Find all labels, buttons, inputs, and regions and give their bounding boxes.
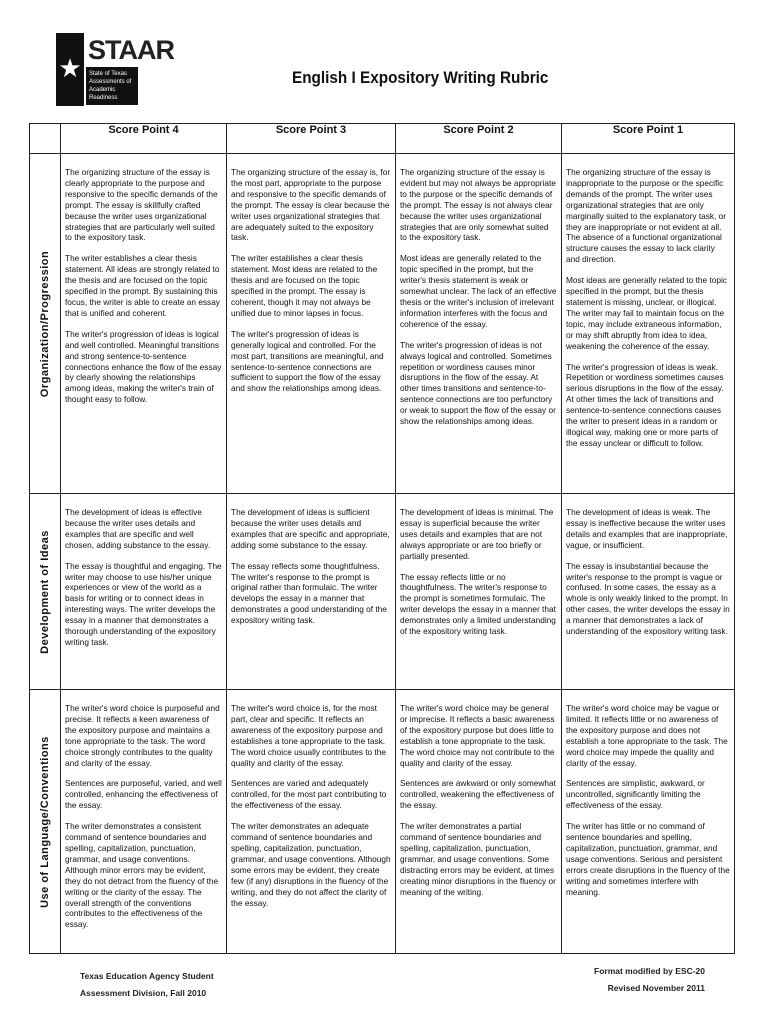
cell-lang-score-4 [61, 690, 227, 954]
cell-paragraph: Sentences are purposeful, varied, and well controlled, enhancing the effectiveness of the essay. [65, 778, 222, 811]
cell-paragraph: Most ideas are generally related to the topic specified in the prompt, but the thesis statement is missing, unclear, or illogical. The writer may fail to maintain focus on the topic, may include extraneous information, or may shift abruptly from idea to idea, weakening the coherence of the essay. [566, 275, 727, 351]
cell-org-score-1 [562, 154, 735, 494]
cell-lang-score-3 [227, 690, 396, 954]
cell-paragraph: The writer's progression of ideas is logical and well controlled. Meaningful transitions and strong sentence-to-sentence connections enhance the flow of the essay by clearly showing the relationships among ideas, making the writer's train of thought easy to follow. [65, 328, 222, 405]
row-development [30, 494, 735, 690]
row-label: Development of Ideas [39, 529, 51, 654]
cell-paragraph: The writer establishes a clear thesis statement. Most ideas are related to the thesis and are focused on the topic specified in the prompt. The essay is coherent, though it may not always be unified due to minor lapses in focus. [231, 253, 378, 318]
cell-dev-score-1 [562, 494, 735, 690]
cell-org-score-4 [61, 154, 227, 494]
cell-dev-score-2 [396, 494, 562, 690]
cell-paragraph: The organizing structure of the essay is clearly appropriate to the purpose and responsive to the specific demands of the prompt. The essay is skillfully crafted because the writer uses organizational strategies that are particularly well suited to the expository task. [65, 167, 218, 243]
cell-paragraph: The essay is thoughtful and engaging. The writer may choose to use his/her unique experiences or view of the world as a basis for writing or to connect ideas in interesting ways. The writer develops the essay in a manner that demonstrates a thorough understanding of the expository writing task. [65, 560, 222, 647]
cell-paragraph: The organizing structure of the essay is evident but may not always be appropriate to the purpose or the specific demands of the prompt. The essay is not always clear because the writer uses organizational strategies that are only somewhat suited to the expository task. [400, 167, 556, 243]
cell-org-score-2 [396, 154, 562, 494]
cell-paragraph: The development of ideas is minimal. The essay is superficial because the writer uses details and examples that are not always appropriate or are too briefly or partially presented. [400, 507, 554, 561]
cell-paragraph: The essay reflects some thoughtfulness. The writer's response to the prompt is original rather than formulaic. The writer develops the essay in a manner that demonstrates a good understanding of the expository writing task. [231, 560, 387, 626]
logo-text: STAAR [88, 35, 174, 65]
cell-paragraph: The writer demonstrates an adequate command of sentence boundaries and spelling, capitalization, punctuation, grammar, and usage conventions. Although some errors may be evident, they create few (if any) disruptions in the fluency of the writing, and they do not affect the clarity of the essay. [231, 821, 391, 908]
footer-revised: Revised November 2011 [607, 983, 705, 993]
row-organization [30, 154, 735, 494]
cell-paragraph: The organizing structure of the essay is inappropriate to the purpose or the specific demands of the prompt. The writer uses organizational strategies that are only marginally suited to the explanatory task, or they are inappropriate or not evident at all. The absence of a functional organizational structure causes the essay to lack clarity and direction. [566, 167, 727, 265]
header-score-3: Score Point 3 [227, 124, 396, 154]
header-score-4: Score Point 4 [61, 124, 227, 154]
star-icon: ★ [58, 53, 82, 83]
cell-paragraph: The development of ideas is weak. The essay is ineffective because the writer uses details and examples that are inappropriate, vague, or insufficient. [566, 507, 728, 550]
row-language [30, 690, 735, 954]
cell-paragraph: The essay is insubstantial because the writer's response to the prompt is vague or confused. In some cases, the essay as a whole is only weakly linked to the prompt. In other cases, the writer develops the essay in a manner that demonstrates a lack of understanding of the expository writing task. [566, 560, 730, 637]
cell-paragraph: The writer demonstrates a consistent command of sentence boundaries and spelling, capitalization, punctuation, grammar, and usage conventions. Although minor errors may be evident, they do not detract from the fluency of the writing or the clarity of the essay. The overall strength of the conventions contributes to the effectiveness of the essay. [65, 821, 219, 930]
cell-paragraph: The writer's word choice may be general or imprecise. It reflects a basic awareness of the expository purpose but does little to establish a tone appropriate to the task. The word choice may not contribute to the quality and clarity of the essay. [400, 703, 555, 768]
cell-paragraph: Sentences are awkward or only somewhat controlled, weakening the effectiveness of the essay. [400, 778, 556, 811]
row-label-cell [30, 690, 61, 954]
cell-paragraph: The writer's word choice is, for the most part, clear and specific. It reflects an awareness of the expository purpose and establishes a tone appropriate to the task. The word choice usually contributes to the quality and clarity of the essay. [231, 703, 386, 768]
footer-right [594, 963, 705, 997]
cell-paragraph: The development of ideas is effective because the writer uses details and examples that are specific and well chosen, adding substance to the essay. [65, 507, 211, 550]
cell-paragraph: The organizing structure of the essay is, for the most part, appropriate to the purpose and responsive to the specific demands of the prompt. The essay is clear because the writer uses organizational strategies that are adequately suited to the expository task. [231, 167, 391, 243]
corner-cell [30, 124, 61, 154]
header-score-2: Score Point 2 [396, 124, 562, 154]
cell-paragraph: The writer's progression of ideas is not always logical and controlled. Sometimes repetition or wordiness causes minor disruptions in the flow of the essay. At other times transitions and sentence-to-sentence connections are too perfunctory or weak to support the flow of the essay or show the relationships among ideas. [400, 339, 556, 427]
footer-agency: Texas Education Agency Student [80, 971, 214, 981]
row-label-cell [30, 154, 61, 494]
cell-dev-score-4 [61, 494, 227, 690]
row-label: Organization/Progression [39, 250, 51, 397]
header-score-1: Score Point 1 [562, 124, 735, 154]
footer-left [80, 968, 214, 1002]
page-title: English I Expository Writing Rubric [292, 68, 549, 87]
footer-format-note: Format modified by ESC-20 [594, 966, 705, 976]
cell-lang-score-1 [562, 690, 735, 954]
cell-paragraph: The writer's progression of ideas is weak. Repetition or wordiness sometimes causes serious disruptions in the flow of the essay. At other times the lack of transitions and sentence-to-sentence connections causes the writer to present ideas in a random or illogical way, making one or more parts of the essay unclear or difficult to follow. [566, 361, 724, 448]
header-row [30, 124, 735, 154]
cell-paragraph: The writer's word choice is purposeful and precise. It reflects a keen awareness of the expository purpose and maintains a tone appropriate to the task. The word choice strongly contributes to the quality and clarity of the essay. [65, 703, 220, 768]
logo-black-bar [56, 33, 84, 106]
cell-paragraph: The writer establishes a clear thesis statement. All ideas are strongly related to the thesis and are focused on the topic specified in the prompt. By sustaining this focus, the writer is able to create an essay that is unified and coherent. [65, 253, 220, 318]
cell-paragraph: The writer demonstrates a partial command of sentence boundaries and spelling, capitalization, punctuation, grammar, and usage conventions. Some distracting errors may be evident, at times creating minor disruptions in the fluency or meaning of the writing. [400, 821, 556, 897]
cell-paragraph: Sentences are varied and adequately controlled, for the most part contributing to the effectiveness of the essay. [231, 778, 387, 811]
footer-division: Assessment Division, Fall 2010 [80, 988, 207, 998]
cell-paragraph: The writer's progression of ideas is generally logical and controlled. For the most part, transitions are meaningful, and sentence-to-sentence connections are sufficient to support the flow of the essay and show the relationships among ideas. [231, 328, 384, 394]
cell-paragraph: Sentences are simplistic, awkward, or uncontrolled, significantly limiting the effectiveness of the essay. [566, 778, 705, 811]
cell-paragraph: The writer's word choice may be vague or limited. It reflects little or no awareness of the expository purpose and does not establish a tone appropriate to the task. The word choice may impede the quality and clarity of the essay. [566, 703, 728, 768]
staar-logo [56, 33, 174, 106]
row-label-cell [30, 494, 61, 690]
logo-tagline: State of Texas Assessments of Academic Readiness [86, 67, 138, 105]
cell-dev-score-3 [227, 494, 396, 690]
cell-paragraph: Most ideas are generally related to the topic specified in the prompt, but the writer's thesis statement is weak or somewhat unclear. The lack of an effective thesis or the writer's inclusion of irrelevant information interferes with the focus and coherence of the essay. [400, 253, 557, 329]
row-label: Use of Language/Conventions [39, 735, 51, 908]
cell-paragraph: The writer has little or no command of sentence boundaries and spelling, capitalization, punctuation, grammar, and usage conventions. Serious and persistent errors create disruptions in the fluency of the writing and sometimes interfere with meaning. [566, 821, 730, 897]
cell-lang-score-2 [396, 690, 562, 954]
cell-paragraph: The development of ideas is sufficient because the writer uses details and examples that are specific and appropriate, adding some substance to the essay. [231, 507, 390, 550]
cell-org-score-3 [227, 154, 396, 494]
rubric-table [29, 123, 735, 954]
cell-paragraph: The essay reflects little or no thoughtfulness. The writer's response to the prompt is sometimes formulaic. The writer develops the essay in a manner that demonstrates only a limited understanding of the expository writing task. [400, 571, 556, 637]
